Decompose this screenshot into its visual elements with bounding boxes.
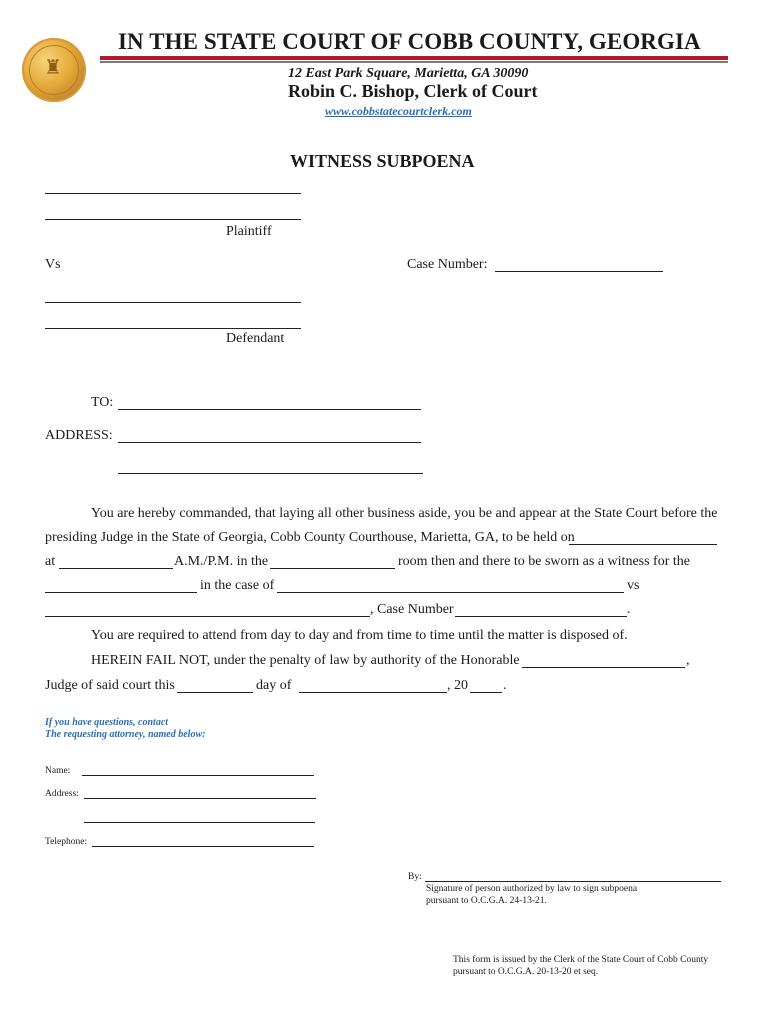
vs-label: Vs: [45, 257, 61, 272]
opposing-party-line[interactable]: [45, 616, 370, 617]
at-label: at: [45, 554, 56, 569]
address-label: ADDRESS:: [45, 428, 113, 443]
clerk-name: Robin C. Bishop, Clerk of Court: [288, 81, 538, 101]
month-line[interactable]: [299, 692, 447, 693]
court-title: IN THE STATE COURT OF COBB COUNTY, GEORGIA: [118, 29, 701, 54]
attorney-telephone-label: Telephone:: [45, 837, 88, 847]
to-label: TO:: [91, 395, 114, 410]
attorney-name-line[interactable]: [82, 775, 314, 776]
plaintiff-line-1[interactable]: [45, 193, 301, 194]
footer-line-1: This form is issued by the Clerk of the State Court of Cobb County: [453, 955, 709, 965]
court-address: 12 East Park Square, Marietta, GA 30090: [288, 66, 529, 81]
witness-for-line[interactable]: [45, 592, 197, 593]
case-party-line[interactable]: [277, 592, 624, 593]
command-text-1: You are hereby commanded, that laying all other business aside, you be and appear at the State Court before the: [91, 506, 718, 521]
case-number-text: , Case Number: [370, 602, 454, 617]
attorney-address-line-2[interactable]: [84, 822, 315, 823]
herein-comma: ,: [686, 653, 690, 668]
attorney-note-line-1: If you have questions, contact: [45, 717, 169, 728]
year-period: .: [503, 678, 507, 693]
case-vs-label: vs: [627, 578, 640, 593]
command-text-2: presiding Judge in the State of Georgia, Cobb County Courthouse, Marietta, GA, to be held on: [45, 530, 575, 545]
defendant-line-1[interactable]: [45, 302, 301, 303]
year-prefix-label: , 20: [447, 678, 468, 693]
court-seal-icon: ♜: [22, 38, 86, 102]
herein-fail-not-text: HEREIN FAIL NOT, under the penalty of law by authority of the Honorable: [91, 653, 520, 668]
plaintiff-label: Plaintiff: [226, 224, 272, 239]
defendant-label: Defendant: [226, 331, 285, 346]
judge-of-court-label: Judge of said court this: [45, 678, 175, 693]
day-of-label: day of: [256, 678, 292, 693]
attorney-telephone-line[interactable]: [92, 846, 314, 847]
defendant-line-2[interactable]: [45, 328, 301, 329]
attorney-note-line-2: The requesting attorney, named below:: [45, 729, 206, 740]
body-case-number-line[interactable]: [455, 616, 627, 617]
court-website-link[interactable]: www.cobbstatecourtclerk.com: [325, 104, 472, 118]
footer-line-2: pursuant to O.C.G.A. 20-13-20 et seq.: [453, 967, 599, 977]
address-line-2[interactable]: [118, 473, 423, 474]
header-divider-red: [100, 56, 728, 60]
address-line-1[interactable]: [118, 442, 421, 443]
by-label: By:: [408, 872, 422, 882]
room-line[interactable]: [270, 568, 395, 569]
attend-text: You are required to attend from day to day and from time to time until the matter is disposed of.: [91, 628, 628, 643]
attorney-address-label: Address:: [45, 789, 79, 799]
form-title: WITNESS SUBPOENA: [290, 151, 475, 171]
signature-caption-1: Signature of person authorized by law to sign subpoena: [426, 884, 638, 894]
plaintiff-line-2[interactable]: [45, 219, 301, 220]
signature-caption-2: pursuant to O.C.G.A. 24-13-21.: [426, 896, 547, 906]
case-number-line[interactable]: [495, 271, 663, 272]
signature-line[interactable]: [425, 881, 721, 882]
hearing-time-line[interactable]: [59, 568, 173, 569]
hearing-date-line[interactable]: [569, 544, 717, 545]
case-number-label: Case Number:: [407, 257, 488, 272]
case-number-period: .: [627, 602, 631, 617]
in-case-of-label: in the case of: [200, 578, 275, 593]
header-divider-gray: [100, 61, 728, 63]
year-line[interactable]: [470, 692, 502, 693]
honorable-judge-line[interactable]: [522, 667, 685, 668]
ampm-label: A.M./P.M. in the: [174, 554, 269, 569]
to-line[interactable]: [118, 409, 421, 410]
attorney-name-label: Name:: [45, 766, 71, 776]
attorney-address-line-1[interactable]: [84, 798, 316, 799]
room-text: room then and there to be sworn as a witness for the: [398, 554, 690, 569]
day-line[interactable]: [177, 692, 253, 693]
